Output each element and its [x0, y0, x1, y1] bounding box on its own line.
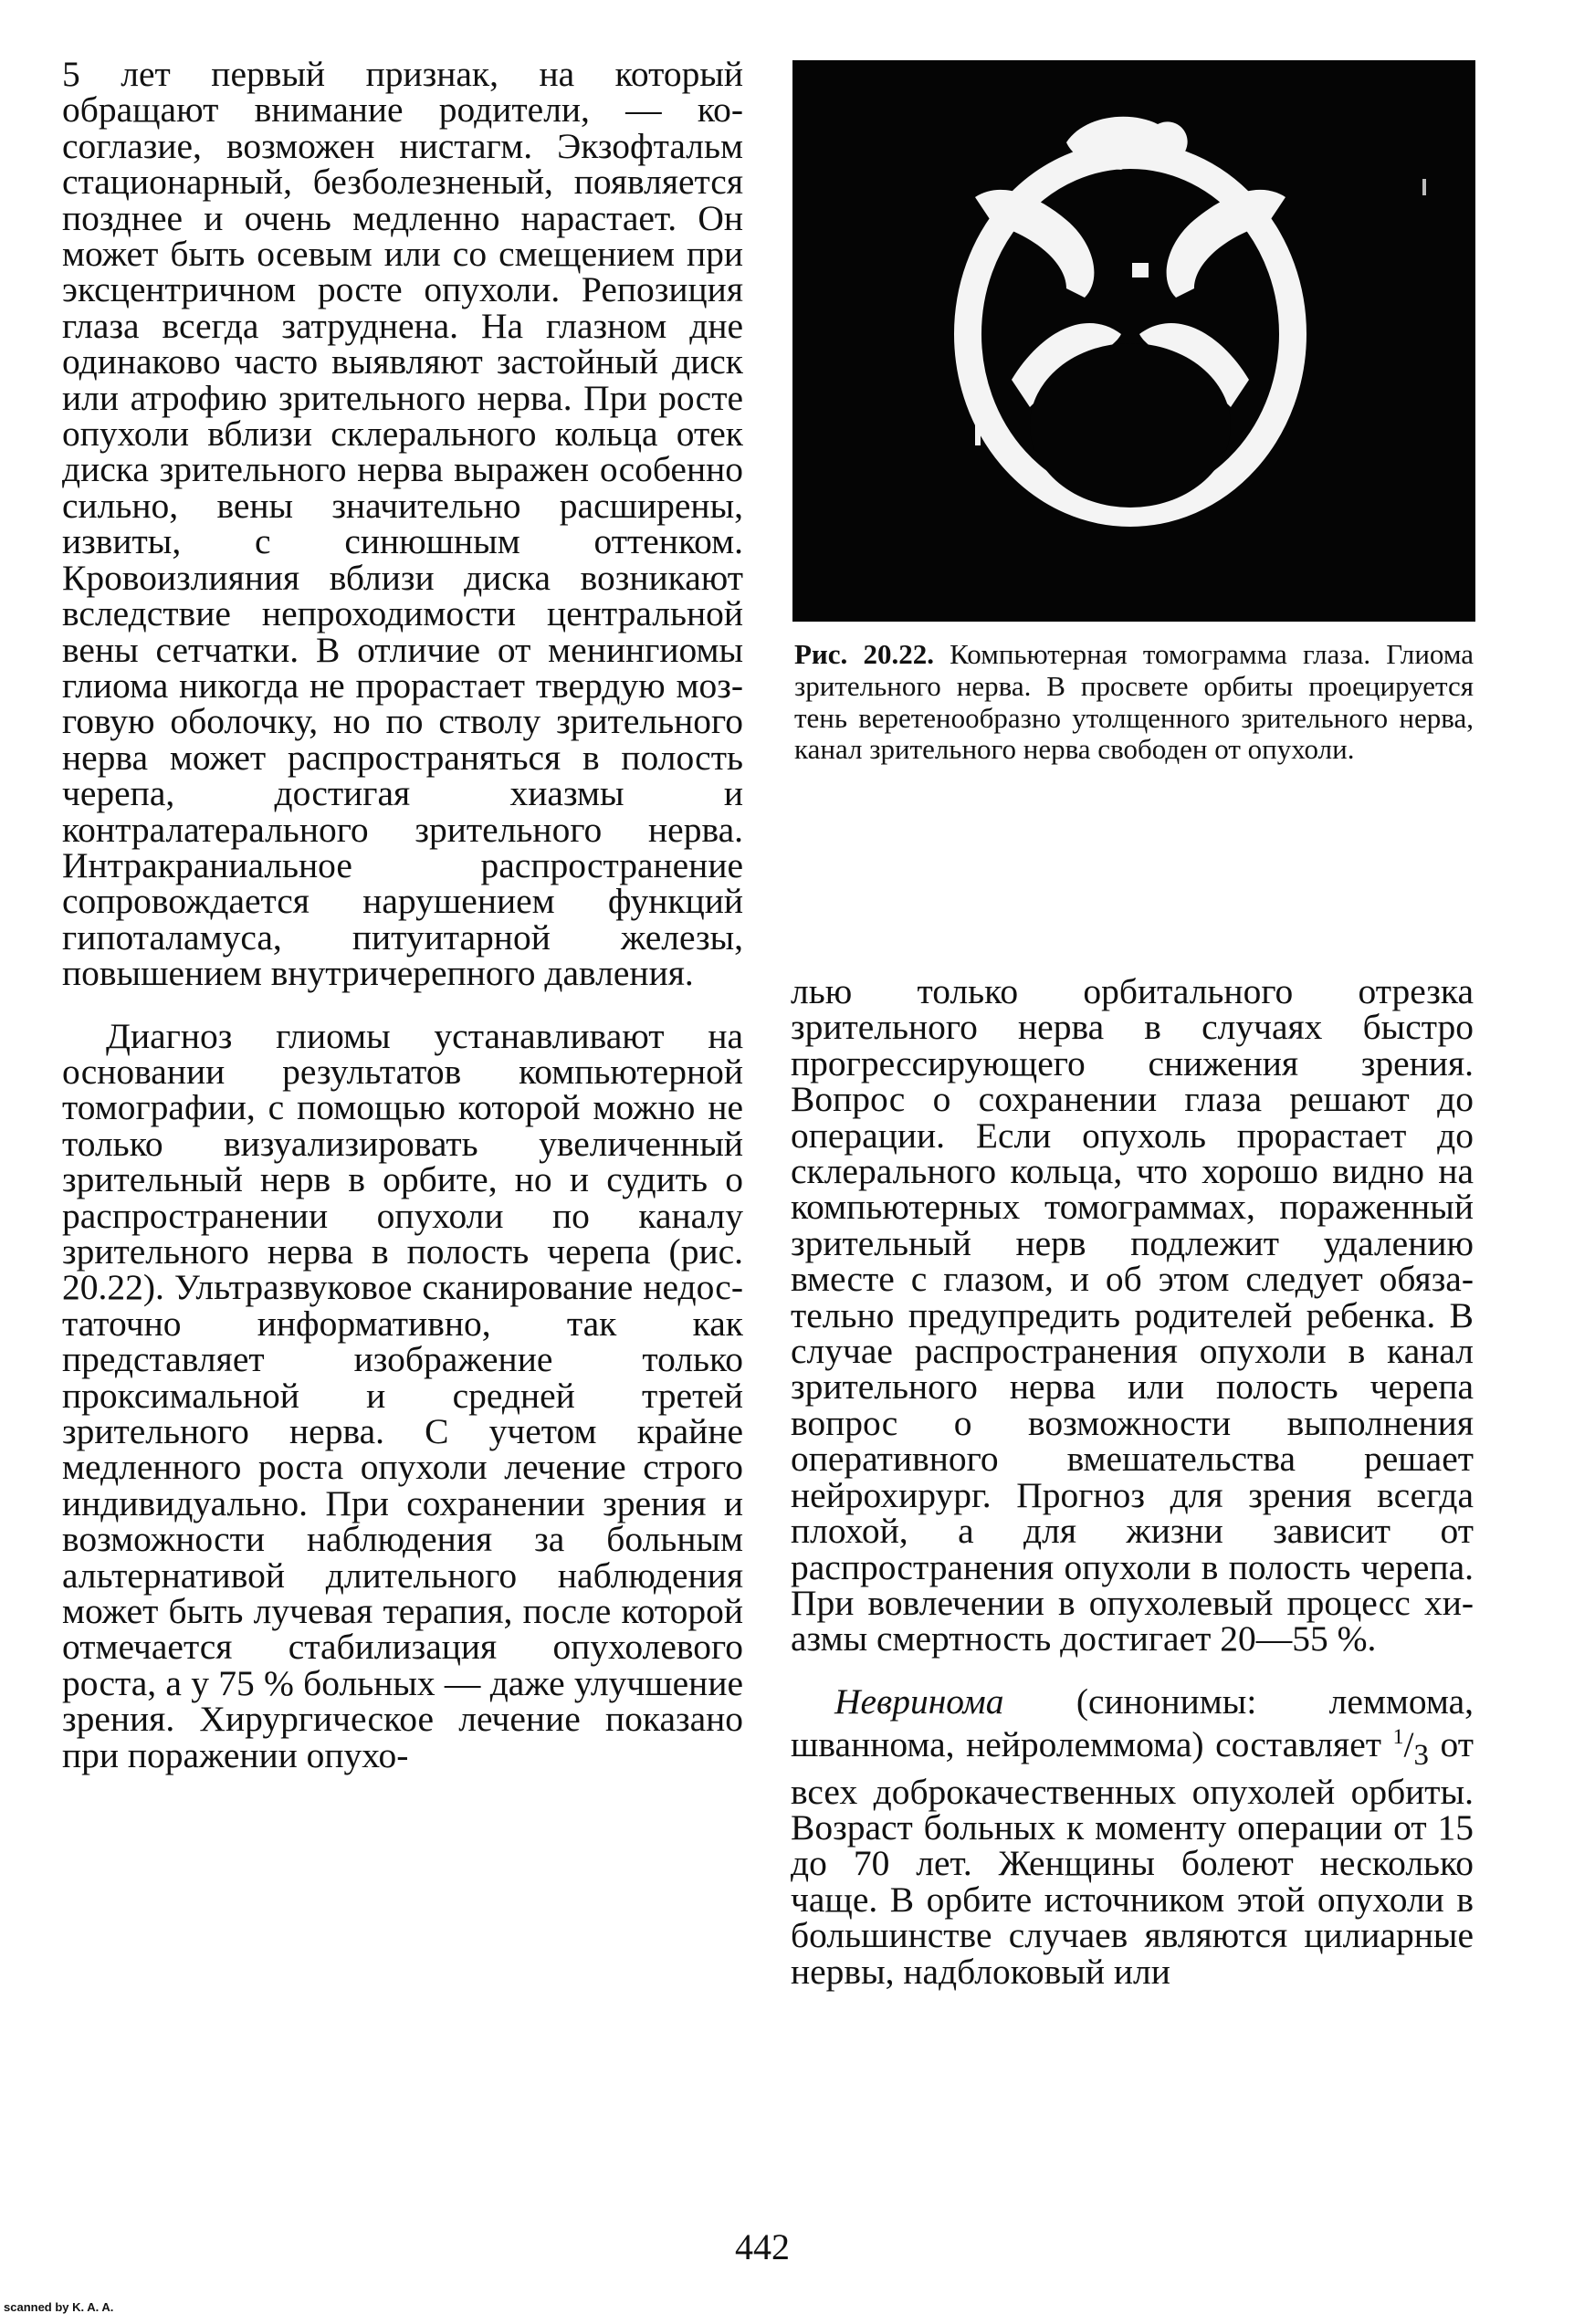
page-number: 442 [735, 2226, 790, 2267]
body-paragraph: 5 лет первый признак, на который обращают внимание родители, — косоглазие, возможен нистагм. Экзофтальм стационарный, безболезненый, появляется позднее и очень медленно нарастает. Он может быть осевым или со смещением при эксцентричном росте опухоли. Репозиция глаза всегда затруднена. На глазном дне одинаково часто выявляют застойный диск или атрофию зрительного нерва. При росте опухоли вблизи склерального кольца отек диска зрительного нерва выражен особенно сильно, вены значительно расширены, извиты, с синюшным оттенком. Кровоизлияния вблизи диска возникают вследствие непроходимости центральной вены сетчатки. В отличие от менингиомы глиома никогда не прорастает твердую мозговую оболочку, но по стволу зрительного нерва может распространяться в полость черепа, достигая хиазмы и контралатерального зрительного нерва. Интракраниальное распространение сопровождается нарушением функций гипоталамуса, питуитарной железы, повышением внутричерепного давления. [62, 54, 743, 994]
fraction-numerator: 1 [1392, 1725, 1404, 1750]
term-neurinoma: Невринома [834, 1680, 1004, 1722]
caption-text: Компьютерная томограмма глаза. Глиома зрительного нерва. В просвете орбиты проецируется тень веретенообразно утолщенного зрительного нерва, канал зрительного нерва свободен от опухоли. [794, 638, 1474, 766]
right-text-column [791, 971, 1474, 1992]
scan-credit: scanned by K. A. A. [4, 2300, 114, 2314]
paragraph-text: от всех доброкачественных опухолей орбиты. Возраст больных к моменту операции от 15 до 70 лет. Женщины болеют несколько чаще. В орбите источником этой опухоли в большинстве случаев являются цилиарные нервы, надблоковый или [791, 1724, 1474, 1992]
left-text-column [62, 54, 743, 1775]
paragraph-text: (синонимы: леммома, шваннома, нейролеммома) составляет [791, 1680, 1474, 1765]
body-paragraph-neurinoma: Невринома (синонимы: леммома, шваннома, нейролеммома) составляет $^1/_3$ от всех доброкачественных опухолей орбиты. Возраст больных к моменту операции от 15 до 70 лет. Женщины болеют несколько чаще. В орбите источником этой опухоли в большинстве случаев являются цилиарные нервы, надблоковый или [791, 1680, 1474, 1992]
figure-caption [794, 639, 1474, 766]
skull-ct-illustration [792, 60, 1475, 622]
body-paragraph: Диагноз глиомы устанавливают на основании результатов компьютерной томографии, с помощью которой можно не только визуализировать увеличенный зрительный нерв в орбите, но и судить о распространении опухоли по каналу зрительного нерва в полость черепа (рис. 20.22). Ультразвуковое сканирование недостаточно информативно, так как представляет изображение только проксимальной и средней третей зрительного нерва. С учетом крайне медленного роста опухоли лечение строго индивидуально. При сохранении зрения и возможности наблюдения за больным альтернативой длительного наблюдения может быть лучевая терапия, после которой отмечается стабилизация опухолевого роста, а у 75 % больных — даже улучшение зрения. Хирургическое лечение показано при поражении опухо- [62, 1015, 743, 1775]
fraction-denominator: 3 [1413, 1739, 1429, 1773]
ct-scan-image [792, 60, 1475, 622]
body-paragraph: лью только орбитального отрезка зрительного нерва в случаях быстро прогрессирующего снижения зрения. Вопрос о сохранении глаза решают до операции. Если опухоль прорастает до склерального кольца, что хорошо видно на компьютерных томограммах, пораженный зрительный нерв подлежит удалению вместе с глазом, и об этом следует обязательно предупредить родителей ребенка. В случае распространения опухоли в канал зрительного нерва или полость черепа вопрос о возможности выполнения оперативного вмешательства решает нейрохирург. Прогноз для зрения всегда плохой, а для жизни зависит от распространения опухоли в полость черепа. При вовлечении в опухолевый процесс хиазмы смертность достигает 20—55 %. [791, 971, 1474, 1659]
caption-label: Рис. 20.22. [794, 638, 934, 670]
